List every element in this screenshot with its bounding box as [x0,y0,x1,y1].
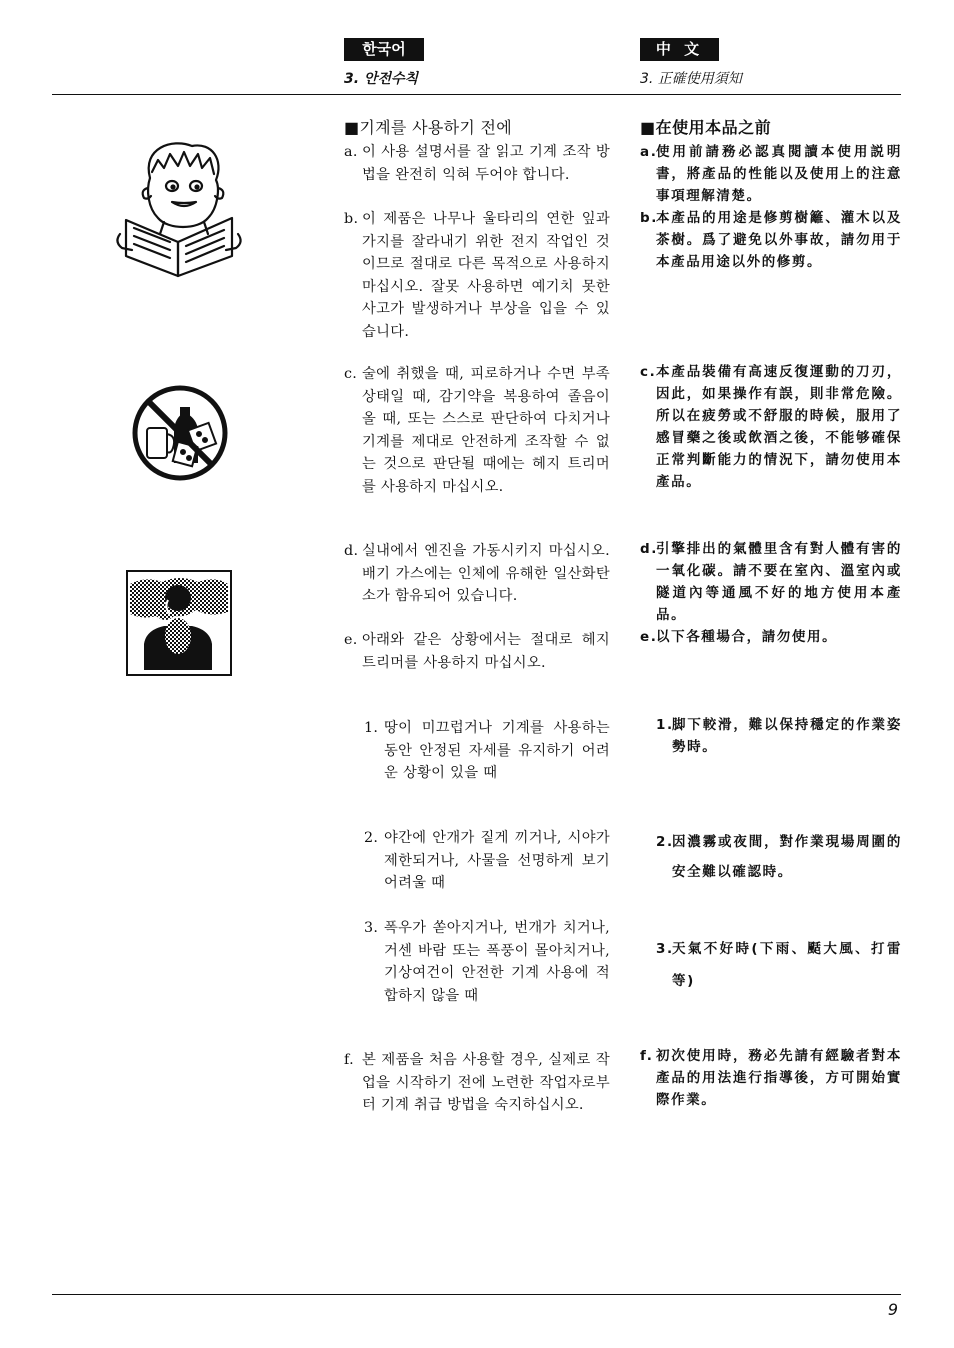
footer-rule [52,1294,901,1295]
item-text: 因濃霧或夜間，對作業現場周圍的安全難以確認時。 [672,834,902,880]
chinese-item-e [640,626,902,648]
korean-column [344,117,610,1157]
item-text: 실내에서 엔진을 가동시키지 마십시오. 배기 가스에는 인체에 유해한 일산화탄소가 함유되어 있습니다. [362,543,610,604]
item-marker: 3. [656,941,674,957]
item-marker: d. [344,543,359,559]
korean-section-title: ■기계를 사용하기 전에 [344,118,512,137]
item-marker: f. [344,1052,354,1068]
chinese-item-b [640,207,902,273]
chinese-item-a [640,141,902,207]
item-text: 天氣不好時(下雨、颳大風、打雷等) [672,941,902,989]
item-marker: f. [640,1048,654,1064]
item-text: 이 제품은 나무나 울타리의 연한 잎과 가지를 잘라내기 위한 전지 작업인 것이므로 절대로 다른 목적으로 사용하지 마십시오. 잘못 사용하면 예기치 못한 사고가 발생하거나 부상을 입을 수 있습니다. [362,211,610,340]
item-text: 땅이 미끄럽거나 기계를 사용하는 동안 안정된 자세를 유지하기 어려운 상황이 있을 때 [384,720,610,781]
item-text: 使用前請務必認真閱讀本使用説明書，將產品的性能以及使用上的注意事項理解清楚。 [656,144,902,204]
item-text: 脚下較滑，難以保持穩定的作業姿勢時。 [672,717,902,755]
item-marker: a. [344,144,358,160]
korean-item-f [344,1049,610,1117]
chinese-section-heading: 3. 正確使用須知 [640,71,742,87]
item-marker: d. [640,541,658,557]
item-marker: 2. [656,834,674,850]
item-text: 引擎排出的氣體里含有對人體有害的一氧化碳。請不要在室內、溫室內或隧道內等通風不好的地方使用本產品。 [656,541,902,623]
korean-subitem-3 [344,917,610,1007]
item-marker: e. [640,629,658,645]
chinese-section-title: ■在使用本品之前 [640,118,772,137]
header-rule [52,94,901,95]
item-text: 本產品裝備有高速反復運動的刀刃，因此，如果操作有誤，則非常危險。所以在疲勞或不舒服的時候，服用了感冒藥之後或飲酒之後，不能够確保正常判斷能力的情況下，請勿使用本產品。 [656,364,902,490]
korean-item-b [344,208,610,343]
chinese-subitem-3 [640,933,902,997]
korean-item-d [344,540,610,608]
item-text: 初次使用時，務必先請有經驗者對本產品的用法進行指導後，方可開始實際作業。 [656,1048,902,1108]
korean-language-tag: 한국어 [344,38,424,61]
page-number: 9 [887,1300,898,1319]
reading-manual-illustration [112,138,247,280]
item-text: 야간에 안개가 짙게 끼거나, 시야가 제한되거나, 사물을 선명하게 보기 어려울 때 [384,830,610,891]
korean-section-heading: 3. 안전수칙 [344,71,419,87]
chinese-column [640,117,902,1157]
item-text: 本產品的用途是修剪樹籬、灌木以及茶樹。爲了避免以外事故，請勿用于本產品用途以外的修剪。 [656,210,902,270]
korean-item-a [344,141,610,186]
no-alcohol-or-medicine-icon [131,384,229,482]
item-marker: b. [640,210,658,226]
item-text: 본 제품을 처음 사용할 경우, 실제로 작업을 시작하기 전에 노련한 작업자로부터 기계 취급 방법을 숙지하십시오. [362,1052,610,1113]
item-marker: 2. [364,830,379,846]
chinese-subitem-1 [640,714,902,758]
korean-subitem-1 [344,717,610,785]
chinese-language-tag: 中 文 [640,38,719,61]
korean-item-e [344,629,610,674]
item-text: 以下各種場合，請勿使用。 [656,629,838,645]
korean-subitem-2 [344,827,610,895]
chinese-subitem-2 [640,827,902,887]
item-marker: 3. [364,920,379,936]
item-text: 이 사용 설명서를 잘 읽고 기계 조작 방법을 완전히 익혀 두어야 합니다. [362,144,610,183]
item-marker: a. [640,144,658,160]
item-marker: 1. [364,720,379,736]
chinese-item-d [640,538,902,626]
item-text: 아래와 같은 상황에서는 절대로 헤지 트리머를 사용하지 마십시오. [362,632,610,671]
item-marker: c. [640,364,657,380]
chinese-item-c [640,361,902,493]
korean-item-c [344,363,610,498]
item-text: 술에 취했을 때, 피로하거나 수면 부족 상태일 때, 감기약을 복용하여 졸음이 올 때, 또는 스스로 판단하여 다치거나 기계를 제대로 안전하게 조작할 수 없는 것으로 판단될 때에는 헤지 트리머를 사용하지 마십시오. [362,366,610,495]
item-marker: 1. [656,717,674,733]
chinese-item-f [640,1045,902,1111]
item-marker: b. [344,211,359,227]
item-text: 폭우가 쏟아지거나, 번개가 치거나, 거센 바람 또는 폭풍이 몰아치거나, 기상여건이 안전한 기계 사용에 적합하지 않을 때 [384,920,610,1004]
item-marker: c. [344,366,358,382]
no-indoor-engine-exhaust-icon [126,570,232,676]
item-marker: e. [344,632,358,648]
